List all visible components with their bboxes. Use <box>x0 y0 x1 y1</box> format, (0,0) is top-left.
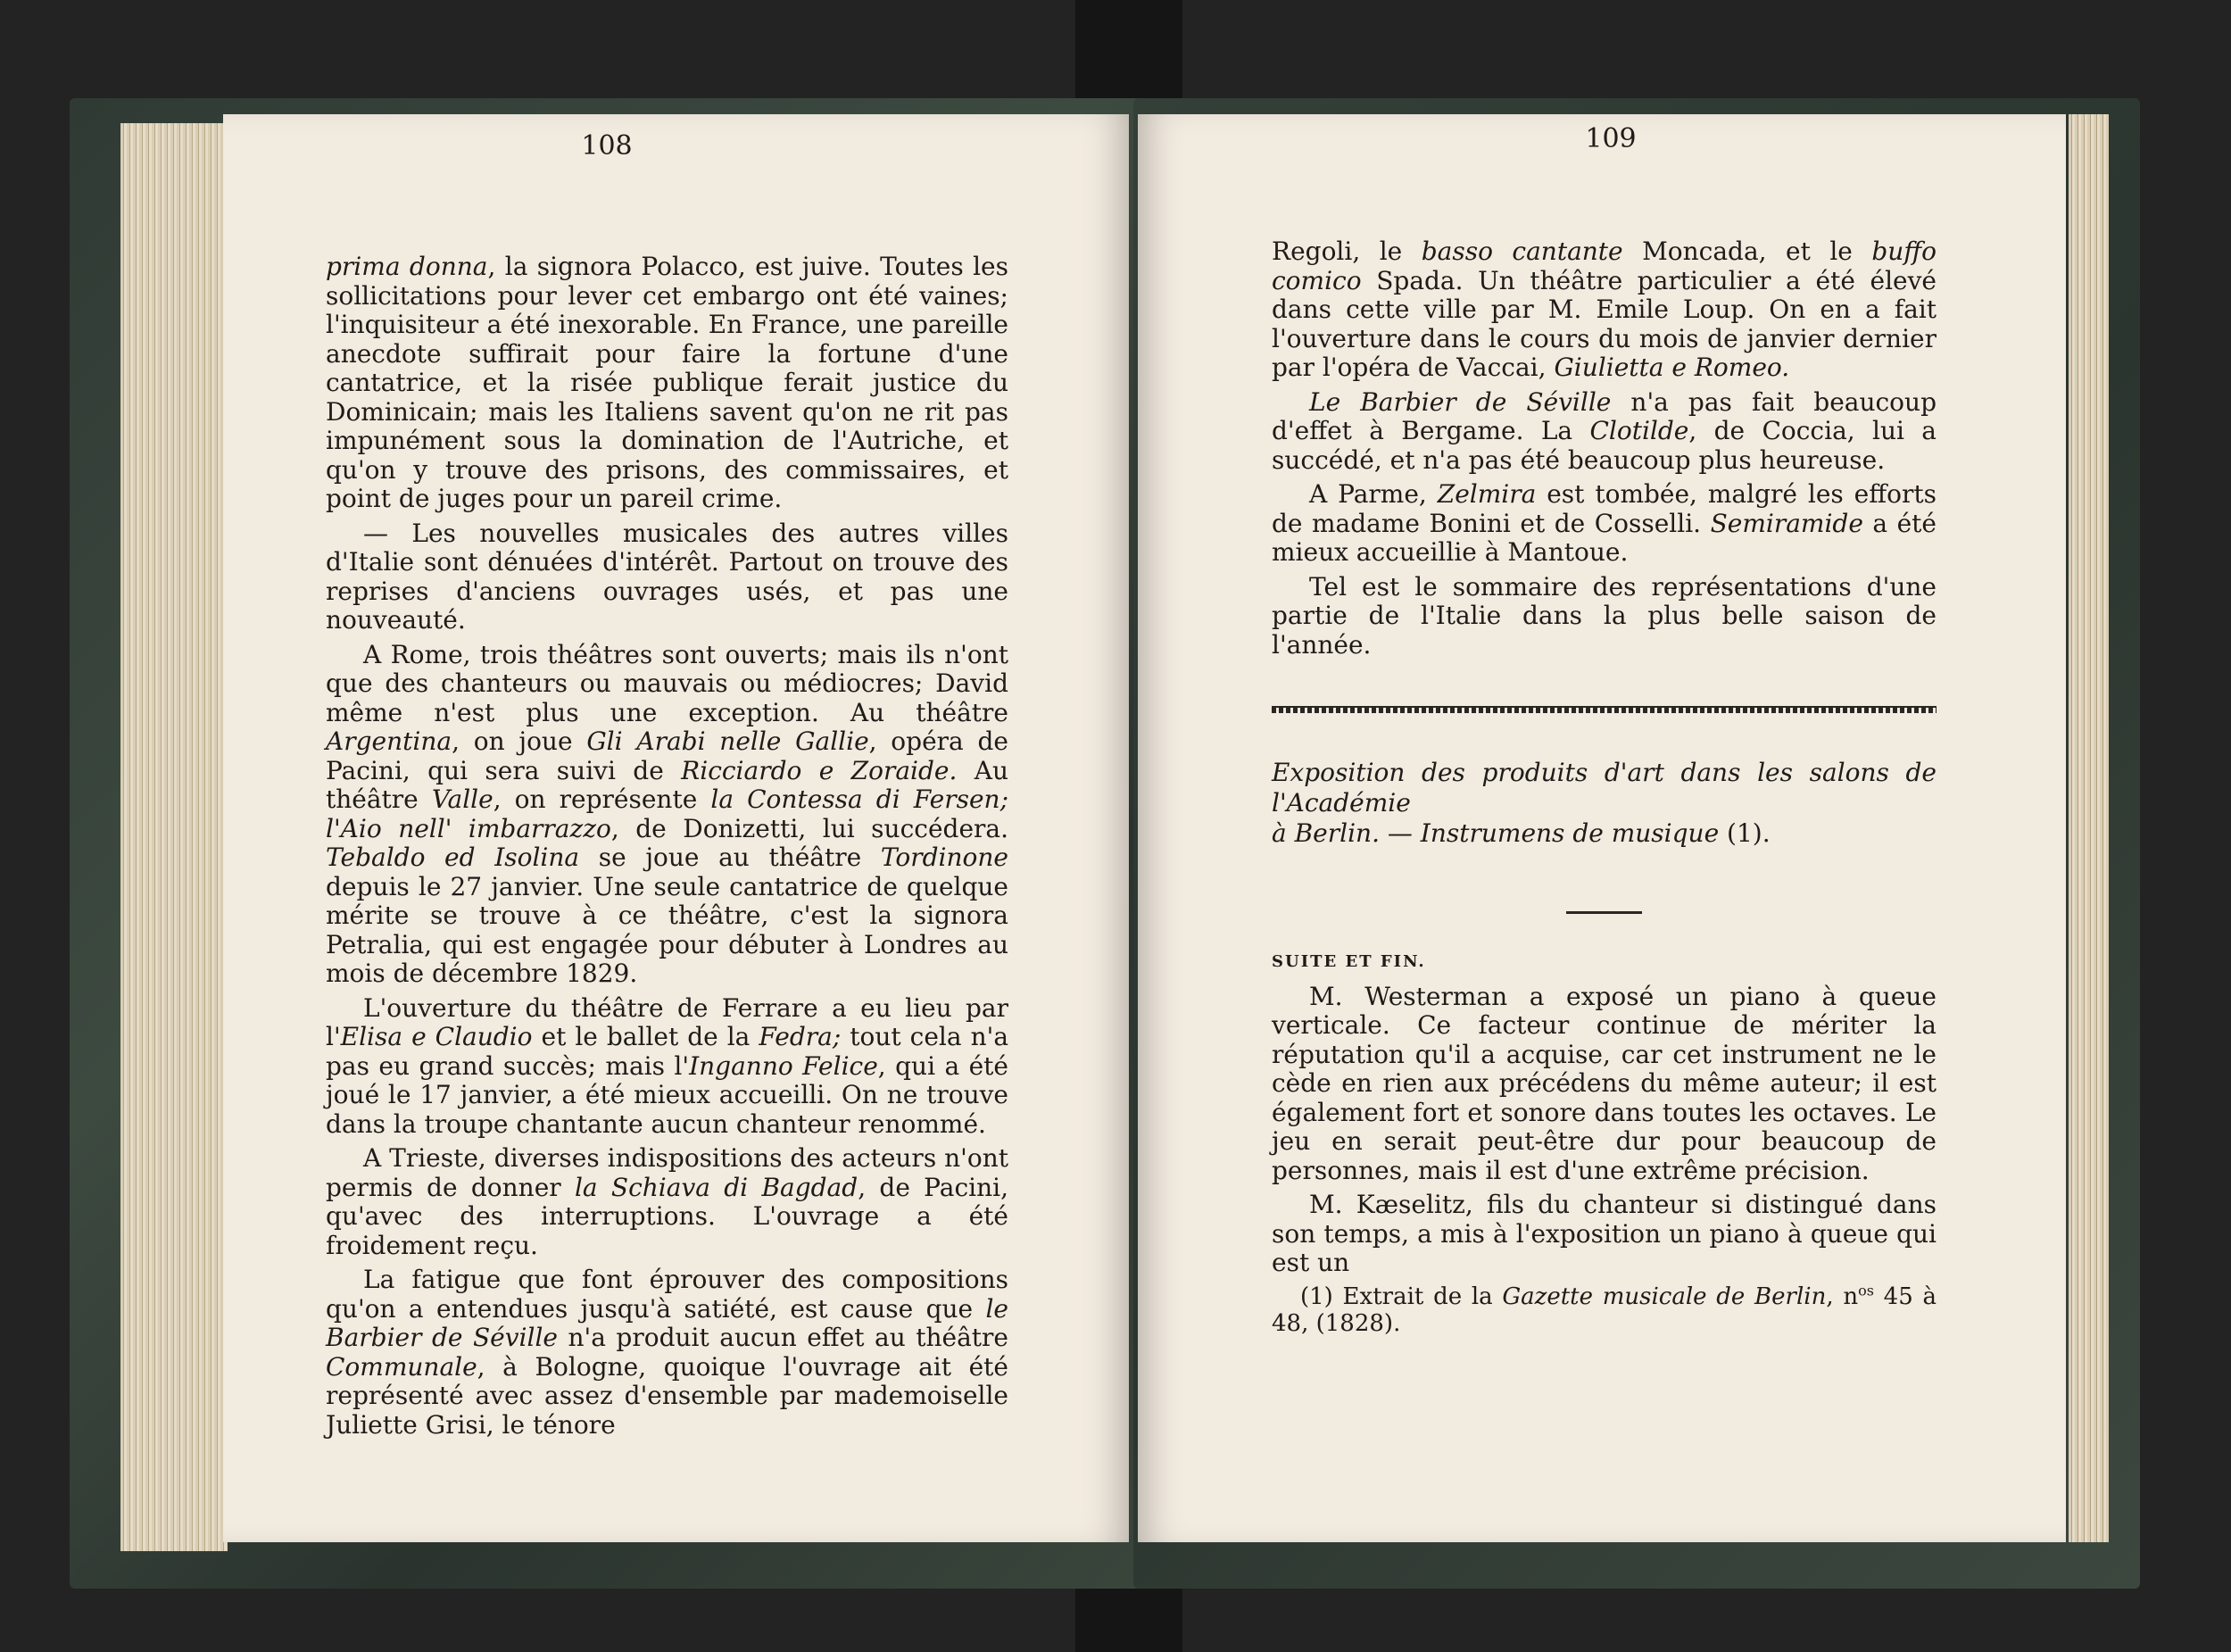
text-run: M. Westerman a exposé un piano à queue verticale. Ce facteur continue de mériter la réputation qu'il a acquise, car cet instrument ne le cède en rien aux précédens du même auteur; il est également fort et sonore dans toutes les octaves. Le jeu en serait peut-être dur pour beaucoup de personnes, mais il est d'une extrême précision. <box>1272 981 1937 1185</box>
paragraph <box>1272 237 1937 383</box>
text-run: , de Pacini, qu'avec des interruptions. L'ouvrage a été froidement reçu. <box>326 1172 1008 1260</box>
left-page <box>223 114 1129 1542</box>
section-divider <box>1272 706 1937 713</box>
text-run: Tel est le sommaire des représentations d'une partie de l'Italie dans la plus belle saison de l'année. <box>1272 571 1937 660</box>
italic-text: Communale <box>326 1351 477 1382</box>
text-run: n'a produit aucun effet au théâtre <box>558 1323 1008 1352</box>
text-run: A Trieste, diverses indispositions des acteurs n'ont permis de donner <box>326 1143 1008 1202</box>
section-subtitle: SUITE ET FIN. <box>1272 952 1426 971</box>
page-edges-left <box>120 123 228 1551</box>
text-run: A Parme, <box>1309 479 1438 509</box>
italic-text: le Barbier de Séville <box>326 1293 1008 1352</box>
italic-text: Tordinone <box>880 843 1008 872</box>
italic-text: Inganno Felice <box>689 1050 878 1081</box>
italic-text: Elisa e Claudio <box>340 1022 533 1051</box>
paragraph <box>326 994 1008 1140</box>
text-run: , opéra de Pacini, qui sera suivi de <box>326 726 1008 785</box>
paragraph <box>1272 573 1937 660</box>
italic-text: la Schiava di Bagdad <box>574 1172 858 1202</box>
italic-text: Le Barbier de Séville <box>1309 386 1612 417</box>
text-run: , qui a été joué le 17 janvier, a été mieux accueilli. On ne trouve dans la troupe chantante aucun chanteur renommé. <box>326 1050 1008 1139</box>
paragraph <box>326 253 1008 514</box>
text-run: , à Bologne, quoique l'ouvrage ait été représenté avec assez d'ensemble par mademoiselle Juliette Grisi, le ténore <box>326 1351 1008 1440</box>
text-run: La fatigue que font éprouver des compositions qu'on a entendues jusqu'à satiété, est cause que <box>326 1265 1008 1324</box>
text-run: , on représente <box>493 784 711 814</box>
paragraph <box>326 1144 1008 1260</box>
text-run: depuis le 27 janvier. Une seule cantatrice de quelque mérite se trouve à ce théâtre, c'est la signora Petralia, qui est engagée pour débuter à Londres au mois de décembre 1829. <box>326 871 1008 988</box>
text-run: n'a pas fait beaucoup d'effet à Bergame. La <box>1272 386 1937 445</box>
paragraph <box>326 641 1008 989</box>
text-run: — Les nouvelles musicales des autres villes d'Italie sont dénuées d'intérêt. Partout on trouve des reprises d'anciens ouvrages usés, et pas une nouveauté. <box>326 518 1008 635</box>
paragraph <box>326 519 1008 635</box>
page-edges-right <box>2069 114 2109 1542</box>
italic-text: Zelmira <box>1437 479 1537 509</box>
short-rule <box>1566 911 1642 914</box>
text-run: , de Coccia, lui a succédé, et n'a pas été beaucoup plus heureuse. <box>1272 416 1937 475</box>
italic-text: la Contessa di Fersen; l'Aio nell' imbarrazzo <box>326 784 1009 843</box>
text-run: Au théâtre <box>326 755 1009 814</box>
paragraph <box>1272 388 1937 476</box>
italic-text: buffo comico <box>1272 237 1937 295</box>
text-run: A Rome, trois théâtres sont ouverts; mais ils n'ont que des chanteurs ou mauvais ou médiocres; David même n'est plus une exception. Au théâtre <box>326 639 1008 727</box>
paragraph <box>1272 480 1937 568</box>
text-run: Spada. Un théâtre particulier a été élevé dans cette ville par M. Emile Loup. On en a fait l'ouverture dans le cours du mois de janvier dernier par l'opéra de Vaccai, <box>1272 265 1937 382</box>
italic-text: prima donna <box>326 252 488 281</box>
paragraph <box>1272 983 1937 1186</box>
italic-text: Semiramide <box>1710 508 1863 538</box>
italic-text: basso cantante <box>1421 237 1623 266</box>
text-run: M. Kæselitz, fils du chanteur si distingué dans son temps, a mis à l'exposition un piano à queue qui est un <box>1272 1190 1937 1277</box>
page-number: 108 <box>581 130 633 162</box>
italic-text: Tebaldo ed Isolina <box>326 843 580 872</box>
text-run: est tombée, malgré les efforts de madame Bonini et de Cosselli. <box>1272 479 1937 538</box>
text-run: , la signora Polacco, est juive. Toutes les sollicitations pour lever cet embargo ont été vaines; l'inquisiteur a été inexorable. En France, une pareille anecdote suffirait pour faire la fortune d'une cantatrice, et la risée publique ferait justice du Dominicain; mais les Italiens savent qu'on ne rit pas impunément sous la domination de l'Autriche, et qu'on y trouve des prisons, des commissaires, et point de juges pour un pareil crime. <box>326 252 1008 513</box>
text-run: et le ballet de la <box>532 1022 759 1051</box>
text-column <box>326 253 1008 1445</box>
footnote: (1) Extrait de la Gazette musicale de Berlin, $n^{os}$ 45 à 48, (1828). <box>1272 1281 1937 1337</box>
paragraph <box>326 1266 1008 1440</box>
text-run: Regoli, le <box>1272 237 1422 266</box>
text-column <box>1272 237 1937 1342</box>
page-number: 109 <box>1585 123 1637 154</box>
text-run: se joue au théâtre <box>579 843 881 872</box>
text-run: Moncada, et le <box>1622 237 1872 266</box>
right-page <box>1138 114 2066 1542</box>
text-run: , on joue <box>452 726 587 756</box>
italic-text: Fedra; <box>759 1022 842 1051</box>
italic-text: Giulietta e Romeo. <box>1554 353 1790 382</box>
italic-text: Valle <box>431 784 493 814</box>
italic-text: Argentina <box>326 726 452 756</box>
text-run: , de Donizetti, lui succédera. <box>610 813 1008 843</box>
text-run: a été mieux accueillie à Mantoue. <box>1272 508 1937 567</box>
italic-text: Gli Arabi nelle Gallie <box>586 726 869 756</box>
italic-text: Ricciardo e Zoraide. <box>681 755 958 785</box>
text-run: L'ouverture du théâtre de Ferrare a eu lieu par l' <box>326 992 1008 1051</box>
text-run: tout cela n'a pas eu grand succès; mais l' <box>326 1022 1009 1081</box>
italic-text: Clotilde <box>1589 416 1689 445</box>
section-title: Exposition des produits d'art dans les salons de l'Académie à Berlin. — Instrumens de musique (1). <box>1272 758 1937 848</box>
paragraph <box>1272 1191 1937 1278</box>
